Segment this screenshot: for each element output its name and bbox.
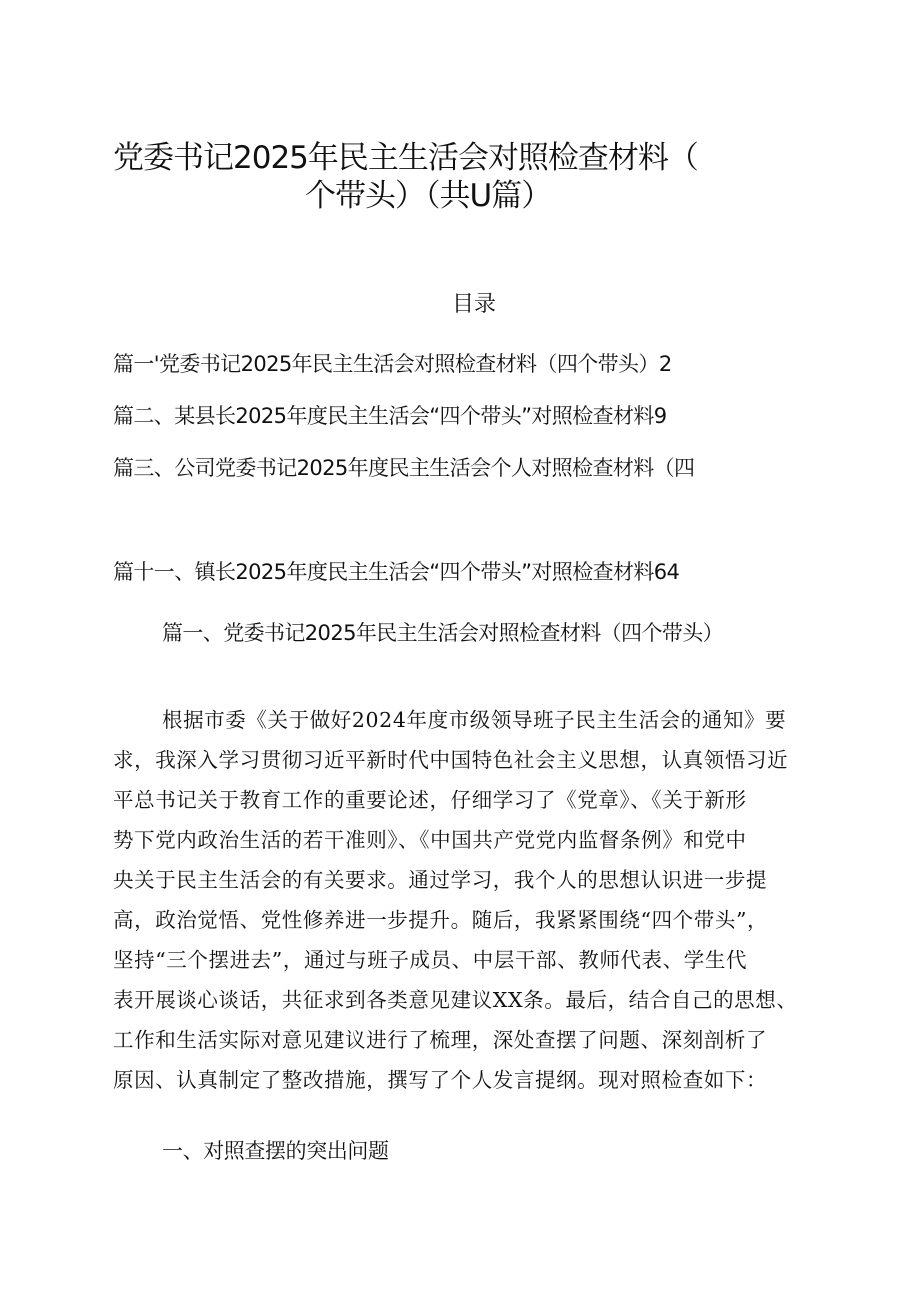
document-title-line-1: 党委书记2025年民主生活会对照检查材料（ [113, 140, 698, 176]
body-paragraph-line: 势下党内政治生活的若干准则》、《中国共产党党内监督条例》和党中 [113, 828, 747, 852]
body-paragraph-line: 根据市委《关于做好2024年度市级领导班子民主生活会的通知》要 [162, 708, 787, 732]
section-title: 篇一、党委书记2025年民主生活会对照检查材料（四个带头） [162, 621, 724, 645]
body-paragraph-line: 求，我深入学习贯彻习近平新时代中国特色社会主义思想，认真领悟习近 [113, 748, 789, 772]
body-paragraph-line: 坚持“三个摆进去”，通过与班子成员、中层干部、教师代表、学生代 [113, 948, 748, 972]
document-title-line-2: 个带头）（共U篇） [305, 178, 552, 214]
toc-heading: 目录 [452, 292, 497, 317]
toc-item: 篇一'党委书记2025年民主生活会对照检查材料（四个带头）2 [113, 352, 672, 376]
body-paragraph-line: 平总书记关于教育工作的重要论述，仔细学习了《党章》、《关于新形 [113, 788, 747, 812]
body-paragraph-line: 表开展谈心谈话，共征求到各类意见建议XX条。最后，结合自己的思想、 [113, 988, 798, 1012]
toc-item: 篇二、某县长2025年度民主生活会“四个带头”对照检查材料9 [113, 404, 667, 428]
body-paragraph-line: 央关于民主生活会的有关要求。通过学习，我个人的思想认识进一步提 [113, 868, 768, 892]
toc-item: 篇三、公司党委书记2025年度民主生活会个人对照检查材料（四 [113, 456, 695, 480]
body-paragraph-line: 工作和生活实际对意见建议进行了梳理，深处查摆了问题、深刻剖析了 [113, 1028, 768, 1052]
toc-item: 篇十一、镇长2025年度民主生活会“四个带头”对照检查材料64 [113, 560, 680, 584]
body-paragraph-line: 高，政治觉悟、党性修养进一步提升。随后，我紧紧围绕“四个带头”， [113, 908, 769, 932]
section-heading: 一、对照查摆的突出问题 [162, 1139, 389, 1163]
body-paragraph-line: 原因、认真制定了整改措施，撰写了个人发言提纲。现对照检查如下： [113, 1068, 768, 1092]
